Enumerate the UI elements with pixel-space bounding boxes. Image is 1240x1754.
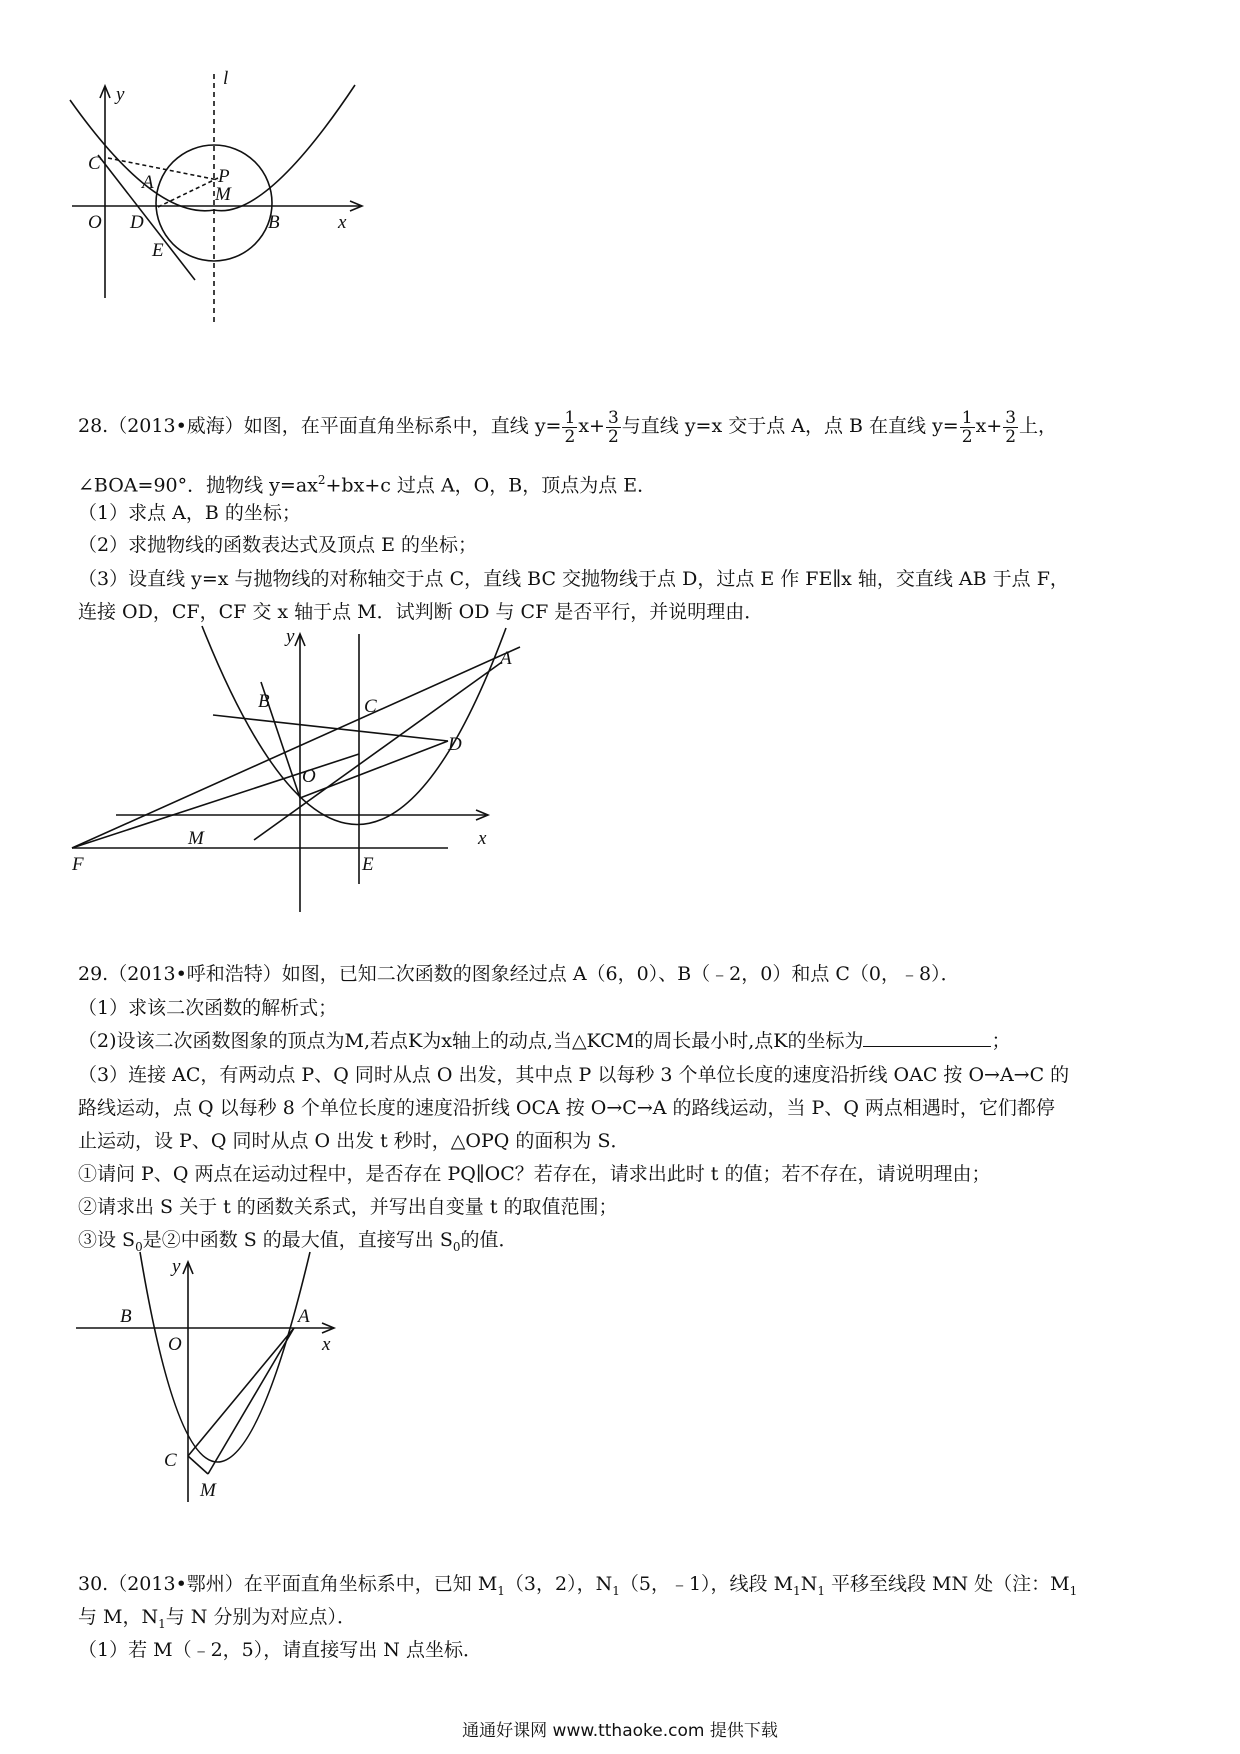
q29-l3-text: （2)设该二次函数图象的顶点为M,若点K为x轴上的动点,当△KCM的周长最小时,点K的坐标为: [78, 1030, 864, 1052]
label-o: O: [168, 1334, 182, 1355]
q28-line-6: 连接 OD，CF，CF 交 x 轴于点 M．试判断 OD 与 CF 是否平行，并说明理由．: [78, 601, 764, 623]
figure-27: [60, 70, 380, 330]
q30-l1-s3: 1: [793, 1583, 801, 1598]
label-b: B: [120, 1306, 132, 1327]
q30-l2-s1: 1: [158, 1616, 166, 1631]
figure-29: [72, 1252, 352, 1514]
q30-l1-d: N: [800, 1573, 818, 1595]
frac1-den: 2: [564, 426, 576, 447]
q30-l2-b: 与 N 分别为对应点）．: [165, 1606, 356, 1628]
label-c: C: [364, 696, 377, 717]
label-a: A: [298, 1306, 310, 1327]
q29-line-3: [78, 1027, 1168, 1055]
fraction-4: [1003, 409, 1018, 446]
frac4-num: 3: [1005, 407, 1017, 428]
q29-l9-b: 是②中函数 S 的最大值，直接写出 S: [142, 1229, 453, 1251]
q28-l2-sup: 2: [317, 473, 326, 487]
label-a: A: [500, 648, 512, 669]
label-o: O: [302, 766, 316, 787]
q29-l9-c: 的值．: [460, 1229, 518, 1251]
q29-line-4: （3）连接 AC，有两动点 P、Q 同时从点 O 出发，其中点 P 以每秒 3 个单位长度的速度沿折线 OAC 按 O→A→C 的: [78, 1064, 1070, 1086]
frac2-den: 2: [607, 426, 619, 447]
label-m: M: [215, 184, 231, 205]
label-x: x: [322, 1334, 331, 1355]
figure-28-svg: [68, 622, 588, 922]
label-e: E: [152, 240, 164, 261]
q30-line-1: [78, 1570, 1168, 1605]
q30-l1-s5: 1: [1069, 1583, 1078, 1598]
q28-line-3: （1）求点 A，B 的坐标；: [78, 502, 301, 524]
q30-l1-s4: 1: [817, 1583, 825, 1598]
q28-text-b: x+: [578, 415, 605, 437]
line-fc: [72, 754, 359, 848]
q30-l1-a: 30.（2013•鄂州）在平面直角坐标系中，已知 M: [78, 1573, 498, 1595]
label-d: D: [448, 734, 462, 755]
frac4-den: 2: [1005, 426, 1017, 447]
q28-text-e: 上，: [1019, 415, 1058, 437]
q28-line-2: [78, 466, 1168, 499]
page-footer: 通通好课网 www.tthaoke.com 提供下载: [462, 1721, 778, 1741]
q29-l3-end: ；: [991, 1030, 1011, 1052]
label-b: B: [268, 212, 280, 233]
label-y: y: [116, 84, 125, 105]
q28-l2-b: +bx+c 过点 A，O，B，顶点为点 E．: [325, 474, 657, 497]
label-b: B: [258, 691, 270, 712]
line-ca: [188, 1328, 294, 1456]
q29-line-1: 29.（2013•呼和浩特）如图，已知二次函数的图象经过点 A（6，0）、B（﹣2，0）和点 C（0，﹣8）．: [78, 963, 960, 985]
q30-l1-b: （3，2），N: [504, 1573, 613, 1595]
q28-line-5: （3）设直线 y=x 与抛物线的对称轴交于点 C，直线 BC 交抛物线于点 D，过点 E 作 FE∥x 轴，交直线 AB 于点 F，: [78, 568, 1069, 590]
q30-l1-s1: 1: [497, 1583, 505, 1598]
line-oa: [254, 662, 502, 840]
frac2-num: 3: [607, 407, 619, 428]
frac1-num: 1: [564, 407, 576, 428]
label-l: l: [223, 68, 229, 89]
frac3-den: 2: [961, 426, 973, 447]
dashed-dp: [158, 178, 218, 207]
line-od: [300, 741, 448, 798]
q29-l9-a: ③设 S: [78, 1229, 136, 1251]
q29-line-7: ①请问 P、Q 两点在运动过程中，是否存在 PQ∥OC？若存在，请求出此时 t 的值；若不存在，请说明理由；: [78, 1163, 991, 1185]
parabola-curve: [140, 1252, 310, 1462]
fraction-2: [606, 409, 621, 446]
parabola-curve: [70, 85, 355, 211]
figure-29-svg: [72, 1252, 352, 1514]
label-x: x: [478, 828, 487, 849]
label-y: y: [172, 1256, 181, 1277]
figure-27-svg: [60, 70, 380, 330]
q30-l1-e: 平移至线段 MN 处（注：M: [824, 1573, 1070, 1595]
label-e: E: [362, 854, 374, 875]
q29-line-8: ②请求出 S 关于 t 的函数关系式，并写出自变量 t 的取值范围；: [78, 1196, 618, 1218]
q30-l1-s2: 1: [612, 1583, 620, 1598]
line-cm: [188, 1456, 208, 1474]
label-x: x: [338, 212, 347, 233]
q28-line-4: （2）求抛物线的函数表达式及顶点 E 的坐标；: [78, 534, 478, 556]
label-c: C: [88, 153, 101, 174]
label-c: C: [164, 1450, 177, 1471]
label-f: F: [72, 854, 84, 875]
q28-line-1: [78, 408, 1168, 446]
q29-line-5: 路线运动，点 Q 以每秒 8 个单位长度的速度沿折线 OCA 按 O→C→A 的路线运动，当 P、Q 两点相遇时，它们都停: [78, 1097, 1055, 1119]
frac3-num: 1: [961, 407, 973, 428]
q30-l1-c: （5，﹣1），线段 M: [619, 1573, 794, 1595]
q28-text-d: x+: [975, 415, 1003, 437]
answer-blank[interactable]: [863, 1028, 991, 1047]
label-o: O: [88, 212, 102, 233]
q29-l9-sub: 0: [135, 1239, 143, 1254]
q28-l2-a: ∠BOA=90°．抛物线 y=ax: [78, 474, 318, 497]
q30-line-3: （1）若 M（﹣2，5），请直接写出 N 点坐标．: [78, 1639, 482, 1661]
parabola-curve: [202, 626, 506, 825]
q30-l2-a: 与 M，N: [78, 1606, 159, 1628]
label-m: M: [188, 828, 204, 849]
q29-l9-sub2: 0: [452, 1239, 461, 1254]
label-p: P: [218, 166, 230, 187]
line-bd: [213, 715, 448, 741]
q28-text-a: 28.（2013•威海）如图，在平面直角坐标系中，直线 y=: [78, 415, 562, 437]
q30-line-2: [78, 1603, 1168, 1638]
fraction-3: [960, 409, 975, 446]
label-m: M: [200, 1480, 216, 1501]
label-a: A: [142, 172, 154, 193]
line-ma: [208, 1328, 294, 1474]
q29-line-2: （1）求该二次函数的解析式；: [78, 997, 338, 1019]
label-d: D: [130, 212, 144, 233]
label-y: y: [286, 626, 295, 647]
figure-28: [68, 622, 588, 922]
fraction-1: [562, 409, 577, 446]
q28-text-c: 与直线 y=x 交于点 A，点 B 在直线 y=: [621, 415, 959, 437]
q29-line-6: 止运动，设 P、Q 同时从点 O 出发 t 秒时，△OPQ 的面积为 S．: [78, 1130, 630, 1152]
